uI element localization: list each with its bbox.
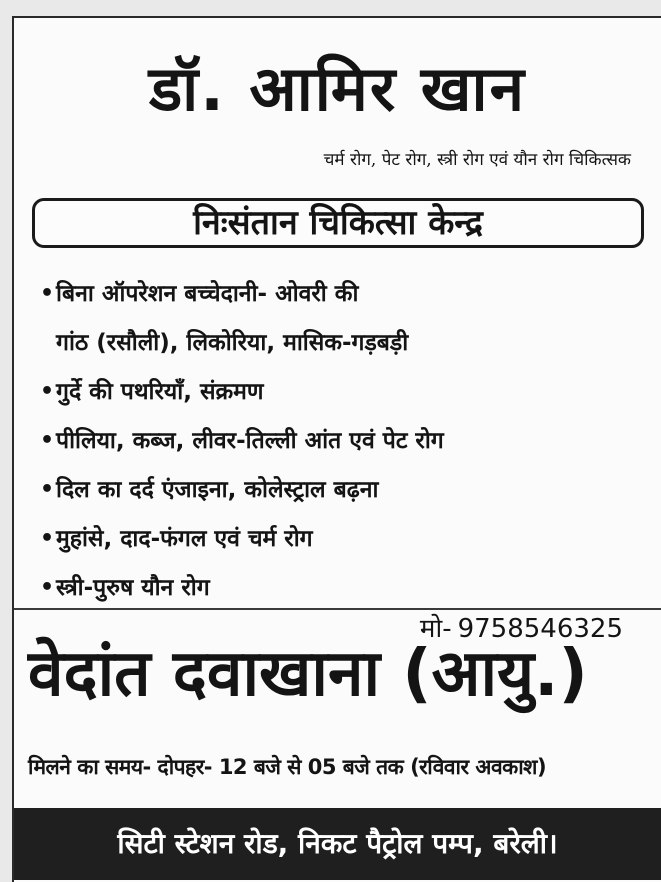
advertisement bbox=[12, 16, 661, 882]
bullet-icon: • bbox=[40, 526, 55, 551]
condition-item bbox=[40, 280, 651, 308]
bullet-icon: • bbox=[40, 575, 55, 600]
footer-band bbox=[14, 808, 661, 880]
center-title: निःसंतान चिकित्सा केन्द्र bbox=[193, 203, 483, 243]
condition-item bbox=[40, 525, 651, 553]
condition-text: स्त्री-पुरुष यौन रोग bbox=[56, 575, 210, 601]
bullet-icon: • bbox=[40, 428, 55, 453]
condition-text: गांठ (रसौली), लिकोरिया, मासिक-गड़बड़ी bbox=[56, 330, 409, 356]
condition-text: गुर्दे की पथरियाँ, संक्रमण bbox=[56, 379, 264, 405]
condition-item bbox=[40, 476, 651, 504]
condition-text: बिना ऑपरेशन बच्चेदानी- ओवरी की bbox=[56, 281, 359, 307]
center-title-box bbox=[32, 198, 644, 248]
phone-prefix: मो- bbox=[419, 614, 452, 644]
section-divider bbox=[14, 608, 661, 610]
bullet-icon: • bbox=[40, 379, 55, 404]
condition-text: दिल का दर्द एंजाइना, कोलेस्ट्राल बढ़ना bbox=[56, 477, 379, 503]
bullet-icon: • bbox=[40, 477, 55, 502]
condition-text: मुहांसे, दाद-फंगल एवं चर्म रोग bbox=[56, 526, 313, 552]
condition-item bbox=[40, 427, 651, 455]
specialty-line: चर्म रोग, पेट रोग, स्त्री रोग एवं यौन रोग चिकित्सक bbox=[323, 150, 631, 170]
phone-number: 9758546325 bbox=[457, 614, 623, 644]
condition-text: पीलिया, कब्ज, लीवर-तिल्ली आंत एवं पेट रोग bbox=[56, 428, 444, 454]
clinic-name: वेदांत दवाखाना (आयु.) bbox=[28, 637, 588, 711]
condition-item bbox=[40, 329, 651, 357]
bullet-icon: • bbox=[40, 281, 55, 306]
condition-item bbox=[40, 574, 651, 602]
conditions-list bbox=[40, 280, 651, 623]
address: सिटी स्टेशन रोड, निकट पैट्रोल पम्प, बरेली। bbox=[117, 827, 558, 860]
doctor-name: डॉ. आमिर खान bbox=[149, 52, 526, 125]
visiting-hours: मिलने का समय- दोपहर- 12 बजे से 05 बजे तक (रविवार अवकाश) bbox=[28, 755, 547, 779]
condition-item bbox=[40, 378, 651, 406]
